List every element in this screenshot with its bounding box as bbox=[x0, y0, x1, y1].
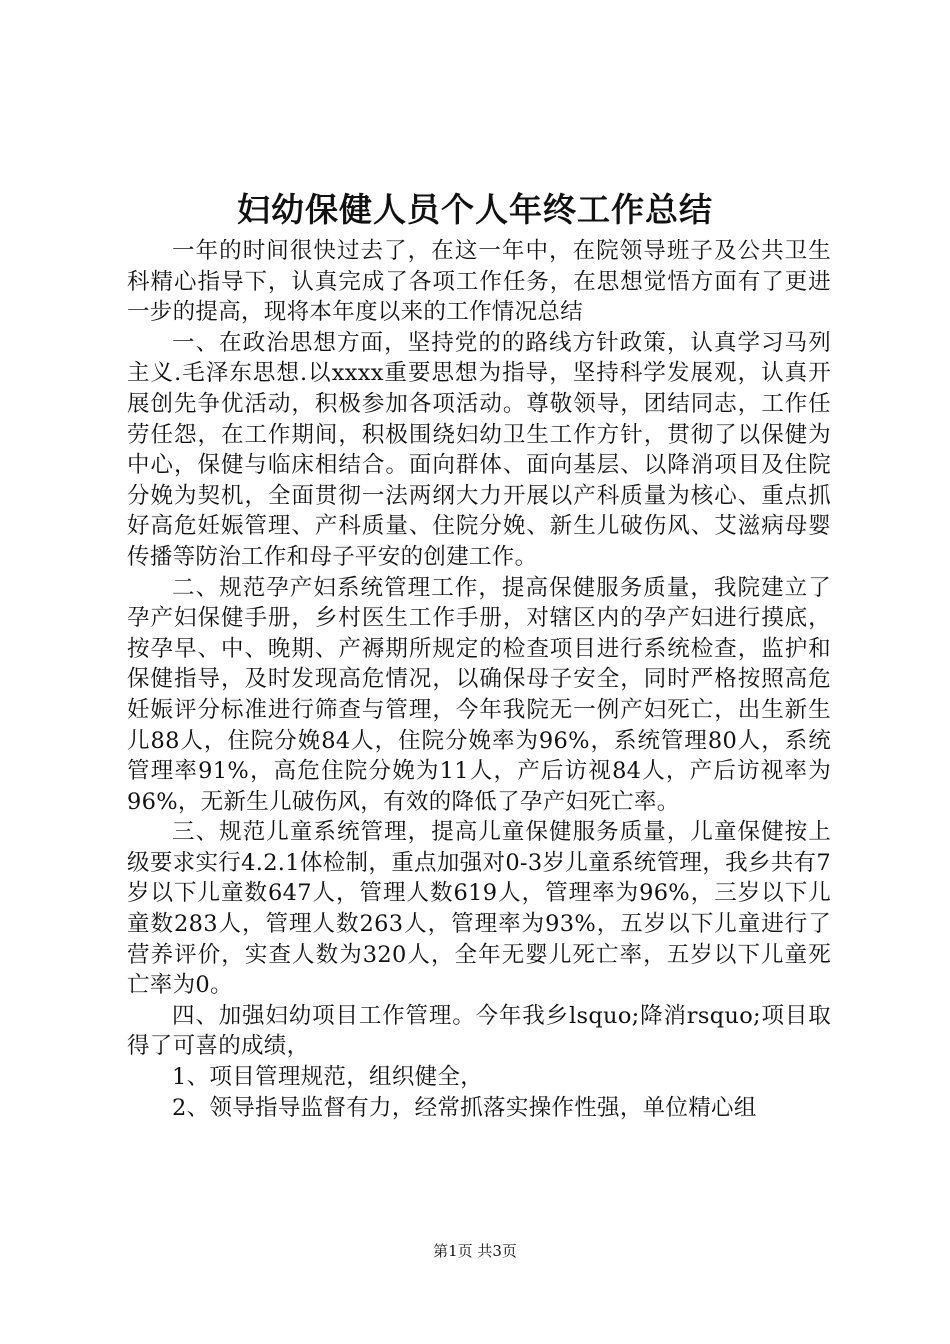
page-number-footer: 第1页 共3页 bbox=[433, 1242, 517, 1260]
paragraph-intro: 一年的时间很快过去了，在这一年中，在院领导班子及公共卫生科精心指导下，认真完成了各项工作任务，在思想觉悟方面有了更进一步的提高，现将本年度以来的工作情况总结 bbox=[127, 238, 831, 326]
document-body bbox=[127, 236, 831, 1123]
paragraph-section-1: 一、在政治思想方面，坚持党的的路线方针政策，认真学习马列主义.毛泽东思想.以xxxx重要思想为指导，坚持科学发展观，认真开展创先争优活动，积极参加各项活动。尊敬领导，团结同志，工作任劳任怨，在工作期间，积极围绕妇幼卫生工作方针，贯彻了以保健为中心，保健与临床相结合。面向群体、面向基层、以降消项目及住院分娩为契机，全面贯彻一法两纲大力开展以产科质量为核心、重点抓好高危妊娠管理、产科质量、住院分娩、新生儿破伤风、艾滋病母婴传播等防治工作和母子平安的创建工作。 bbox=[127, 329, 831, 570]
document-title: 妇幼保健人员个人年终工作总结 bbox=[237, 190, 713, 229]
paragraph-item-2: 2、领导指导监督有力，经常抓落实操作性强，单位精心组 bbox=[172, 1094, 757, 1121]
paragraph-section-4: 四、加强妇幼项目工作管理。今年我乡lsquo;降消rsquo;项目取得了可喜的成绩， bbox=[127, 1002, 831, 1060]
paragraph-section-2: 二、规范孕产妇系统管理工作，提高保健服务质量，我院建立了孕产妇保健手册，乡村医生工作手册，对辖区内的孕产妇进行摸底，按孕早、中、晚期、产褥期所规定的检查项目进行系统检查，监护和保健指导，及时发现高危情况，以确保母子安全，同时严格按照高危妊娠评分标准进行筛查与管理，今年我院无一例产妇死亡，出生新生儿88人，住院分娩84人，住院分娩率为96%，系统管理80人，系统管理率91%，高危住院分娩为11人，产后访视84人，产后访视率为96%，无新生儿破伤风，有效的降低了孕产妇死亡率。 bbox=[127, 574, 831, 815]
paragraph-item-1: 1、项目管理规范，组织健全， bbox=[172, 1064, 484, 1091]
paragraph-section-3: 三、规范儿童系统管理，提高儿童保健服务质量，儿童保健按上级要求实行4.2.1体检制，重点加强对0-3岁儿童系统管理，我乡共有7岁以下儿童数647人，管理人数619人，管理率为96%，三岁以下儿童数283人，管理人数263人，管理率为93%，五岁以下儿童进行了营养评价，实查人数为320人，全年无婴儿死亡率，五岁以下儿童死亡率为0。 bbox=[127, 819, 831, 999]
